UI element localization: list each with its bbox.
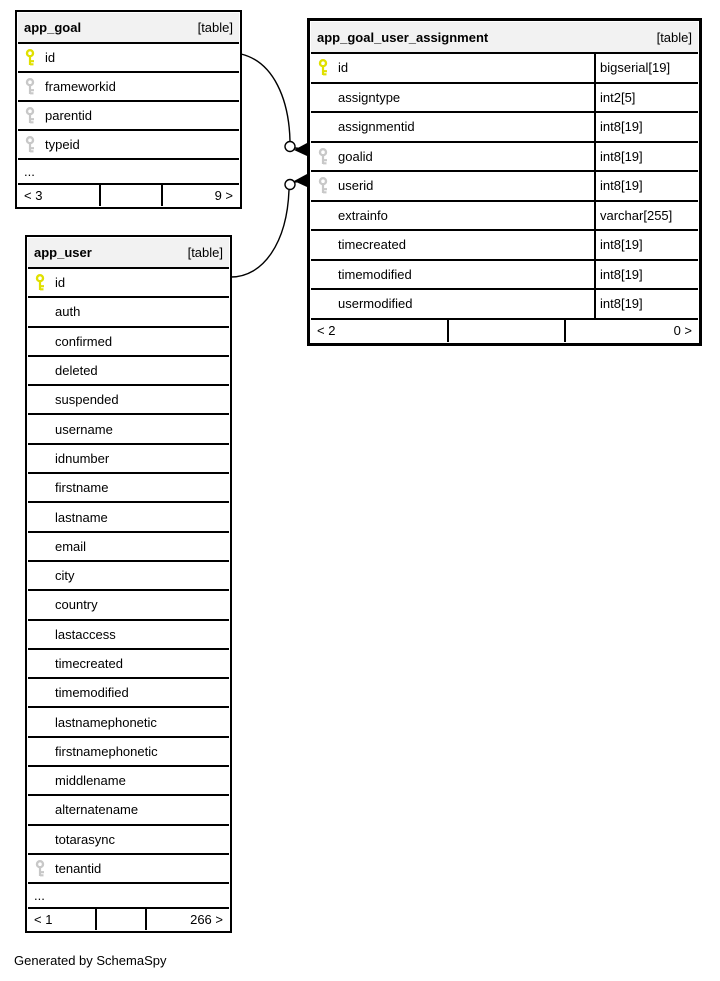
column-name: username (55, 421, 113, 437)
column-name: confirmed (55, 333, 113, 349)
table-row[interactable] (28, 560, 229, 589)
column-name: timecreated (55, 656, 123, 671)
table-row[interactable] (18, 71, 239, 100)
foreign-key-icon (24, 78, 36, 95)
table-row[interactable] (28, 326, 229, 355)
column-name: lastnamephonetic (55, 714, 157, 730)
column-type: int8[19] (594, 172, 698, 200)
column-name: city (55, 568, 75, 584)
column-type: int8[19] (594, 231, 698, 259)
table-row[interactable] (28, 648, 229, 677)
footer-children-count: 266 > (145, 909, 229, 930)
column-name: id (338, 60, 349, 76)
table-row[interactable] (311, 170, 698, 200)
table-badge: [table] (656, 29, 692, 45)
foreign-key-icon (317, 148, 329, 165)
relationship-curve-goalid (241, 54, 307, 156)
table-footer (28, 907, 229, 930)
table-row[interactable] (311, 52, 698, 82)
table-row[interactable] (311, 82, 698, 112)
table-row[interactable] (28, 472, 229, 501)
table-row[interactable] (28, 501, 229, 530)
table-row[interactable] (311, 229, 698, 259)
column-name: timecreated (338, 237, 406, 253)
foreign-key-icon (34, 860, 46, 877)
column-name: country (55, 597, 98, 613)
footer-middle (99, 185, 161, 206)
table-row[interactable] (28, 619, 229, 648)
table-row[interactable] (28, 794, 229, 823)
column-name: email (55, 538, 87, 554)
table-app_goal[interactable] (15, 10, 242, 209)
column-name: goalid (338, 148, 373, 164)
table-badge: [table] (187, 245, 223, 260)
column-name: middlename (55, 773, 126, 789)
relationship-curve-userid (231, 174, 307, 277)
table-name[interactable]: app_goal (24, 20, 82, 35)
column-name: deleted (55, 363, 98, 379)
table-footer (311, 318, 698, 342)
column-name: timemodified (55, 685, 129, 701)
footer-parents-count: < 2 (317, 323, 336, 338)
table-row[interactable] (311, 259, 698, 289)
table-row[interactable] (28, 706, 229, 735)
primary-key-icon (317, 59, 329, 76)
column-name: timemodified (338, 266, 412, 282)
column-name: alternatename (55, 802, 139, 818)
column-type: int8[19] (594, 290, 698, 318)
table-row[interactable] (311, 111, 698, 141)
column-name: extrainfo (338, 207, 388, 223)
column-name: id (55, 275, 66, 291)
table-name[interactable]: app_goal_user_assignment (317, 29, 489, 45)
table-app_user[interactable] (25, 235, 232, 933)
foreign-key-icon (24, 107, 36, 124)
footer-children-count: 0 > (564, 320, 698, 342)
table-header[interactable] (311, 22, 698, 52)
footer-middle (95, 909, 145, 930)
generated-by-note: Generated by SchemaSpy (14, 953, 167, 968)
column-name: id (45, 50, 56, 65)
column-name: lastname (55, 509, 108, 525)
table-row[interactable] (28, 267, 229, 296)
table-row[interactable] (311, 288, 698, 318)
footer-children-count: 9 > (161, 185, 239, 206)
column-type: int8[19] (594, 113, 698, 141)
table-row[interactable] (18, 100, 239, 129)
footer-middle (447, 320, 564, 342)
table-header[interactable] (18, 13, 239, 42)
column-name: lastaccess (55, 626, 116, 642)
table-name[interactable]: app_user (34, 245, 92, 260)
table-row[interactable] (28, 677, 229, 706)
column-type: varchar[255] (594, 202, 698, 230)
footer-parents-count: < 1 (34, 912, 53, 928)
table-row[interactable] (311, 141, 698, 171)
column-name: firstnamephonetic (55, 743, 158, 759)
hidden-columns-ellipsis: ... (18, 158, 239, 183)
table-row[interactable] (28, 355, 229, 384)
foreign-key-icon (24, 136, 36, 153)
foreign-key-icon (317, 177, 329, 194)
table-row[interactable] (28, 296, 229, 325)
column-type: int8[19] (594, 143, 698, 171)
table-header[interactable] (28, 238, 229, 267)
table-row[interactable] (28, 384, 229, 413)
table-row[interactable] (311, 200, 698, 230)
table-row[interactable] (18, 129, 239, 158)
column-type: int2[5] (594, 84, 698, 112)
table-row[interactable] (28, 443, 229, 472)
table-app_goal_user_assignment[interactable] (307, 18, 702, 346)
column-name: idnumber (55, 450, 110, 466)
column-name: totarasync (55, 831, 115, 847)
column-name: assignmentid (338, 119, 415, 135)
table-row[interactable] (28, 589, 229, 618)
column-name: tenantid (55, 861, 102, 877)
table-row[interactable] (28, 853, 229, 882)
table-row[interactable] (28, 413, 229, 442)
column-name: auth (55, 304, 81, 320)
table-badge: [table] (197, 20, 233, 35)
table-row[interactable] (18, 42, 239, 71)
hidden-columns-ellipsis: ... (28, 882, 229, 907)
column-type: int8[19] (594, 261, 698, 289)
table-row[interactable] (28, 736, 229, 765)
footer-parents-count: < 3 (24, 188, 43, 203)
primary-key-icon (24, 49, 36, 66)
column-name: typeid (45, 137, 80, 152)
column-name: suspended (55, 392, 119, 408)
column-name: assigntype (338, 89, 401, 105)
table-row[interactable] (28, 824, 229, 853)
column-name: usermodified (338, 296, 413, 312)
table-footer (18, 183, 239, 206)
column-type: bigserial[19] (594, 54, 698, 82)
column-name: firstname (55, 480, 109, 496)
column-name: frameworkid (45, 79, 116, 94)
table-row[interactable] (28, 765, 229, 794)
table-row[interactable] (28, 531, 229, 560)
primary-key-icon (34, 274, 46, 291)
column-name: parentid (45, 108, 92, 123)
column-name: userid (338, 178, 374, 194)
